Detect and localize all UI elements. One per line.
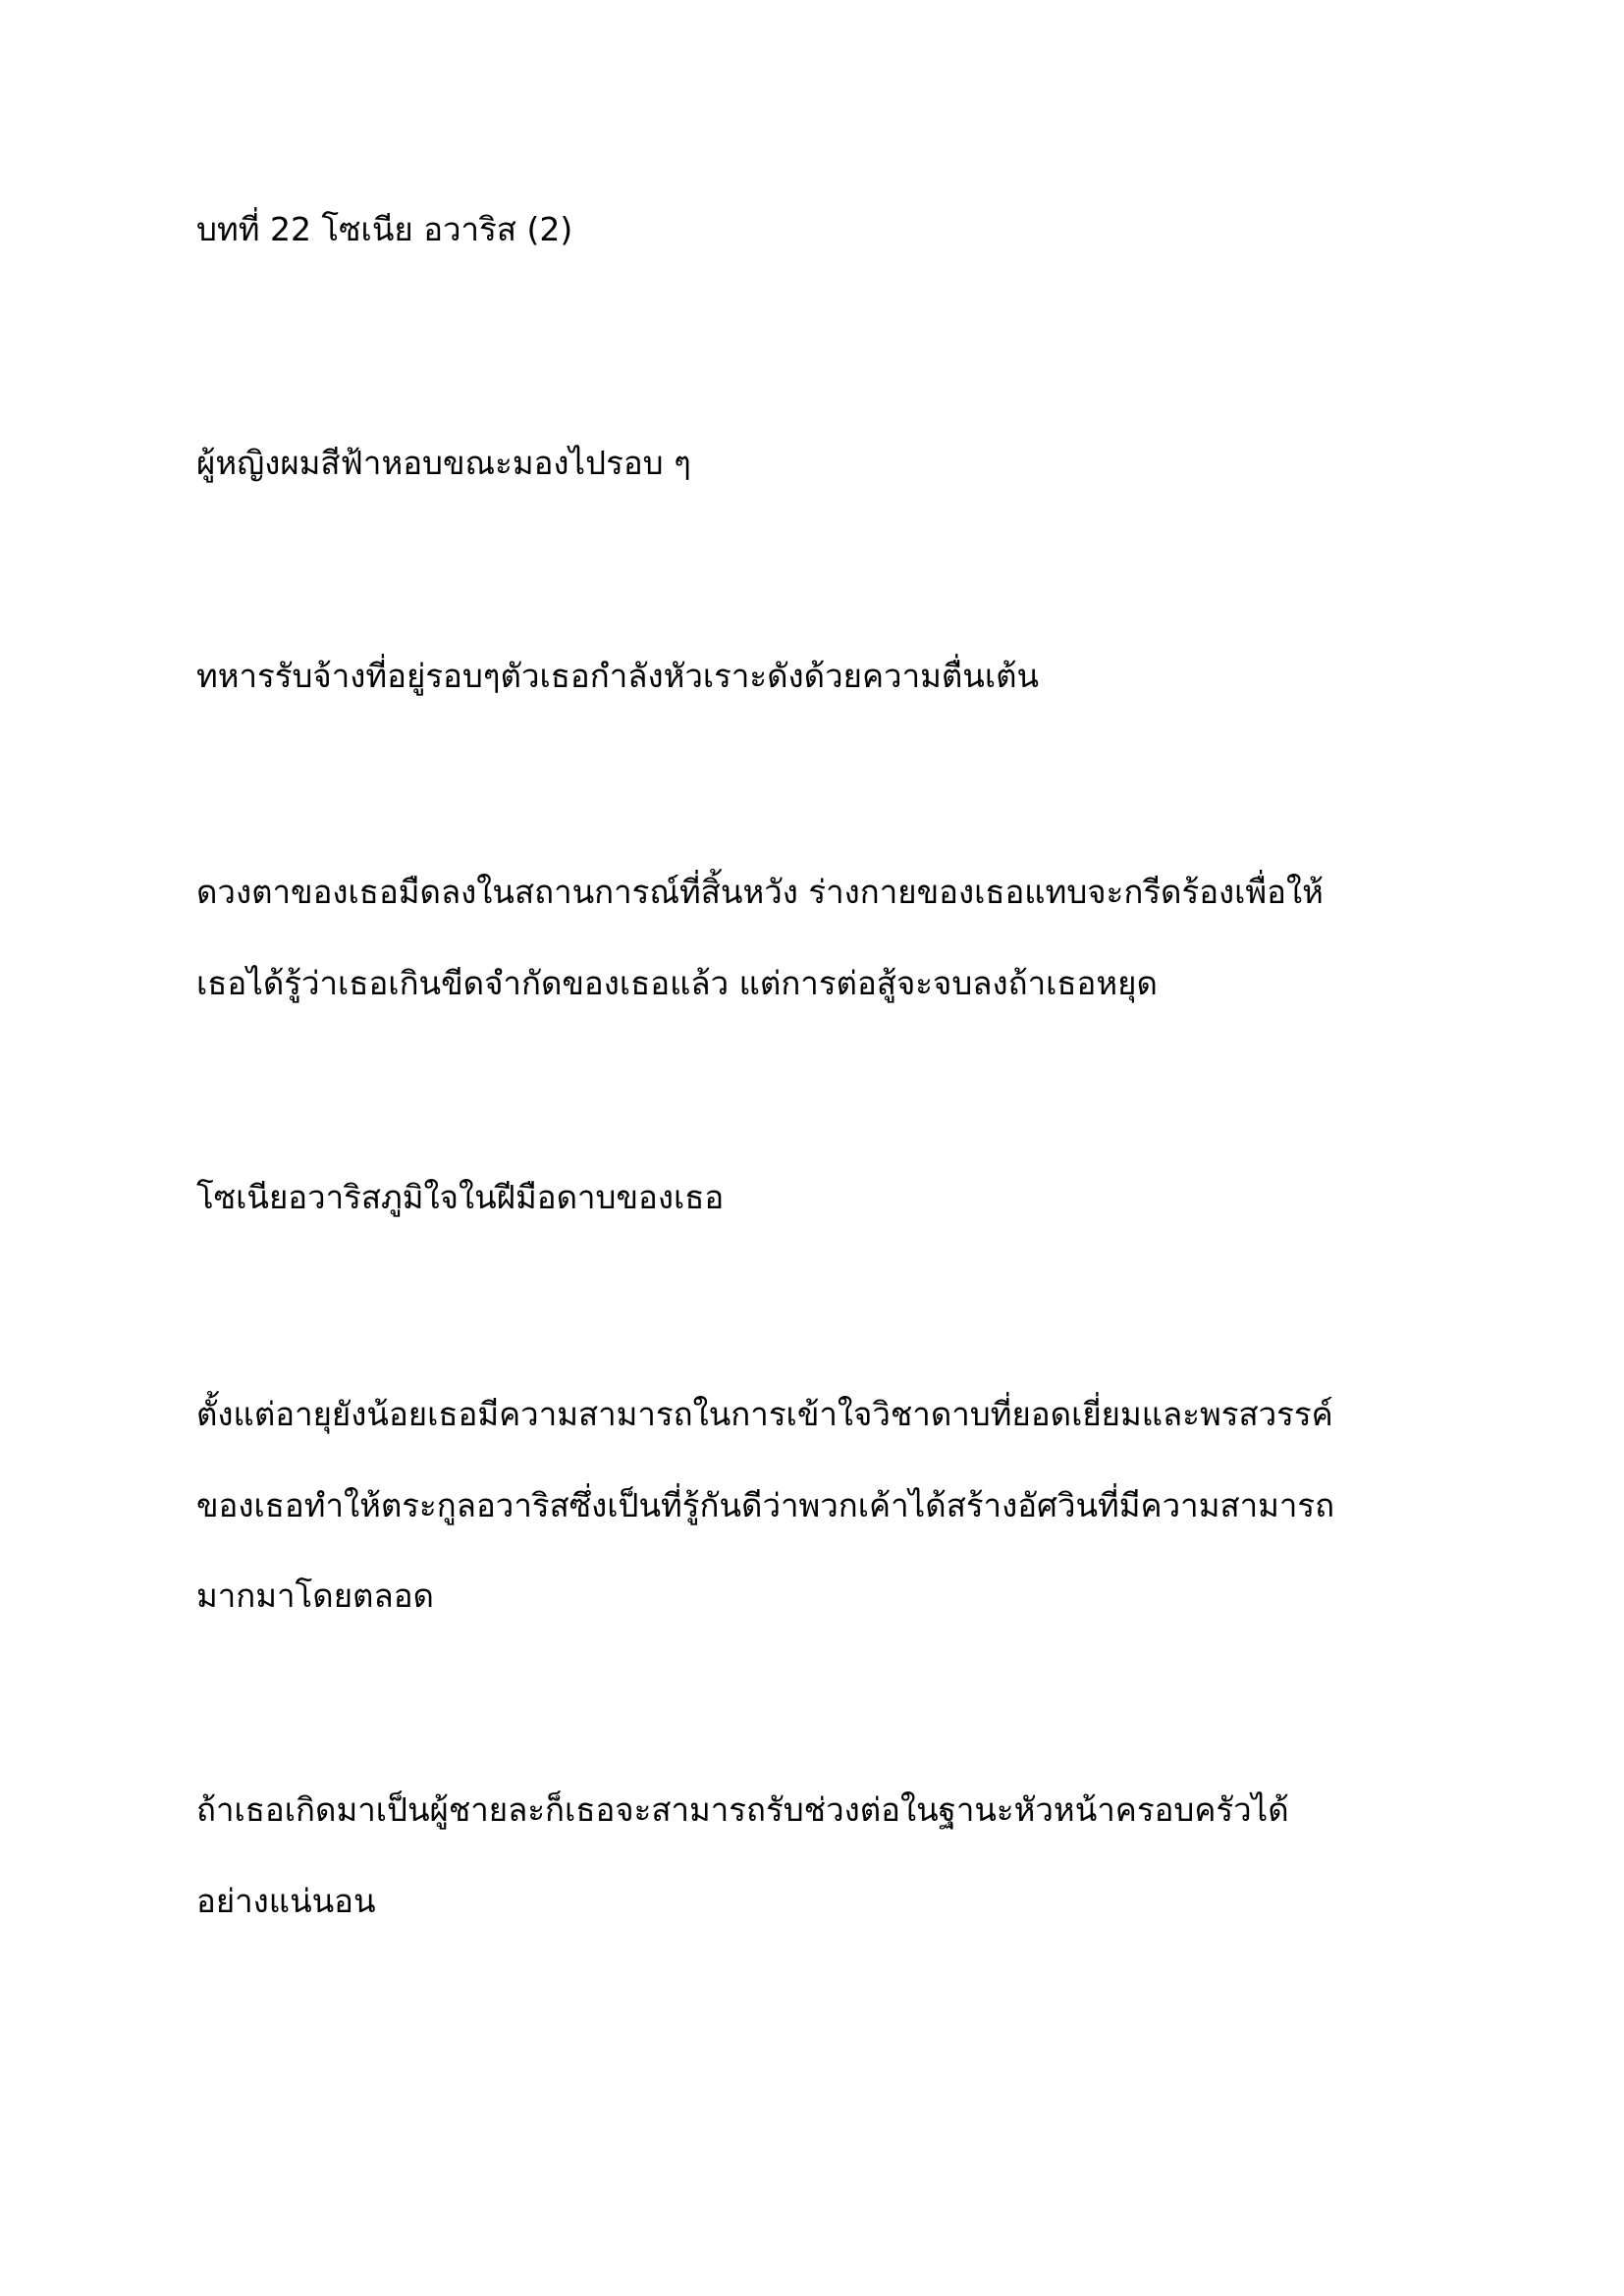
paragraph-3-line-2: เธอได้รู้ว่าเธอเกินขีดจำกัดของเธอแล้ว แต่การต่อสู้จะจบลงถ้าเธอหยุด xyxy=(196,964,1158,1002)
paragraph-6-line-1: ถ้าเธอเกิดมาเป็นผู้ชายละก็เธอจะสามารถรับช่วงต่อในฐานะหัวหน้าครอบครัวได้ xyxy=(196,1790,1289,1829)
paragraph-5-line-3: มากมาโดยตลอด xyxy=(196,1576,434,1615)
paragraph-6-line-2: อย่างแน่นอน xyxy=(196,1882,376,1920)
paragraph-3-line-1: ดวงตาของเธอมืดลงในสถานการณ์ที่สิ้นหวัง ร่างกายของเธอแทบจะกรีดร้องเพื่อให้ xyxy=(196,873,1324,911)
paragraph-5-line-1: ตั้งแต่อายุยังน้อยเธอมีความสามารถในการเข้าใจวิชาดาบที่ยอดเยี่ยมและพรสวรรค์ xyxy=(196,1395,1333,1433)
paragraph-4-line-1: โซเนียอวาริสภูมิใจในฝีมือดาบของเธอ xyxy=(196,1178,725,1216)
paragraph-1-line-1: ผู้หญิงผมสีฟ้าหอบขณะมองไปรอบ ๆ xyxy=(196,444,691,482)
chapter-title: บทที่ 22 โซเนีย อวาริส (2) xyxy=(196,210,573,248)
paragraph-2-line-1: ทหารรับจ้างที่อยู่รอบๆตัวเธอกำลังหัวเราะดังด้วยความตื่นเต้น xyxy=(196,657,1040,695)
paragraph-5-line-2: ของเธอทำให้ตระกูลอวาริสซึ่งเป็นที่รู้กันดีว่าพวกเค้าได้สร้างอัศวินที่มีความสามารถ xyxy=(196,1486,1335,1524)
